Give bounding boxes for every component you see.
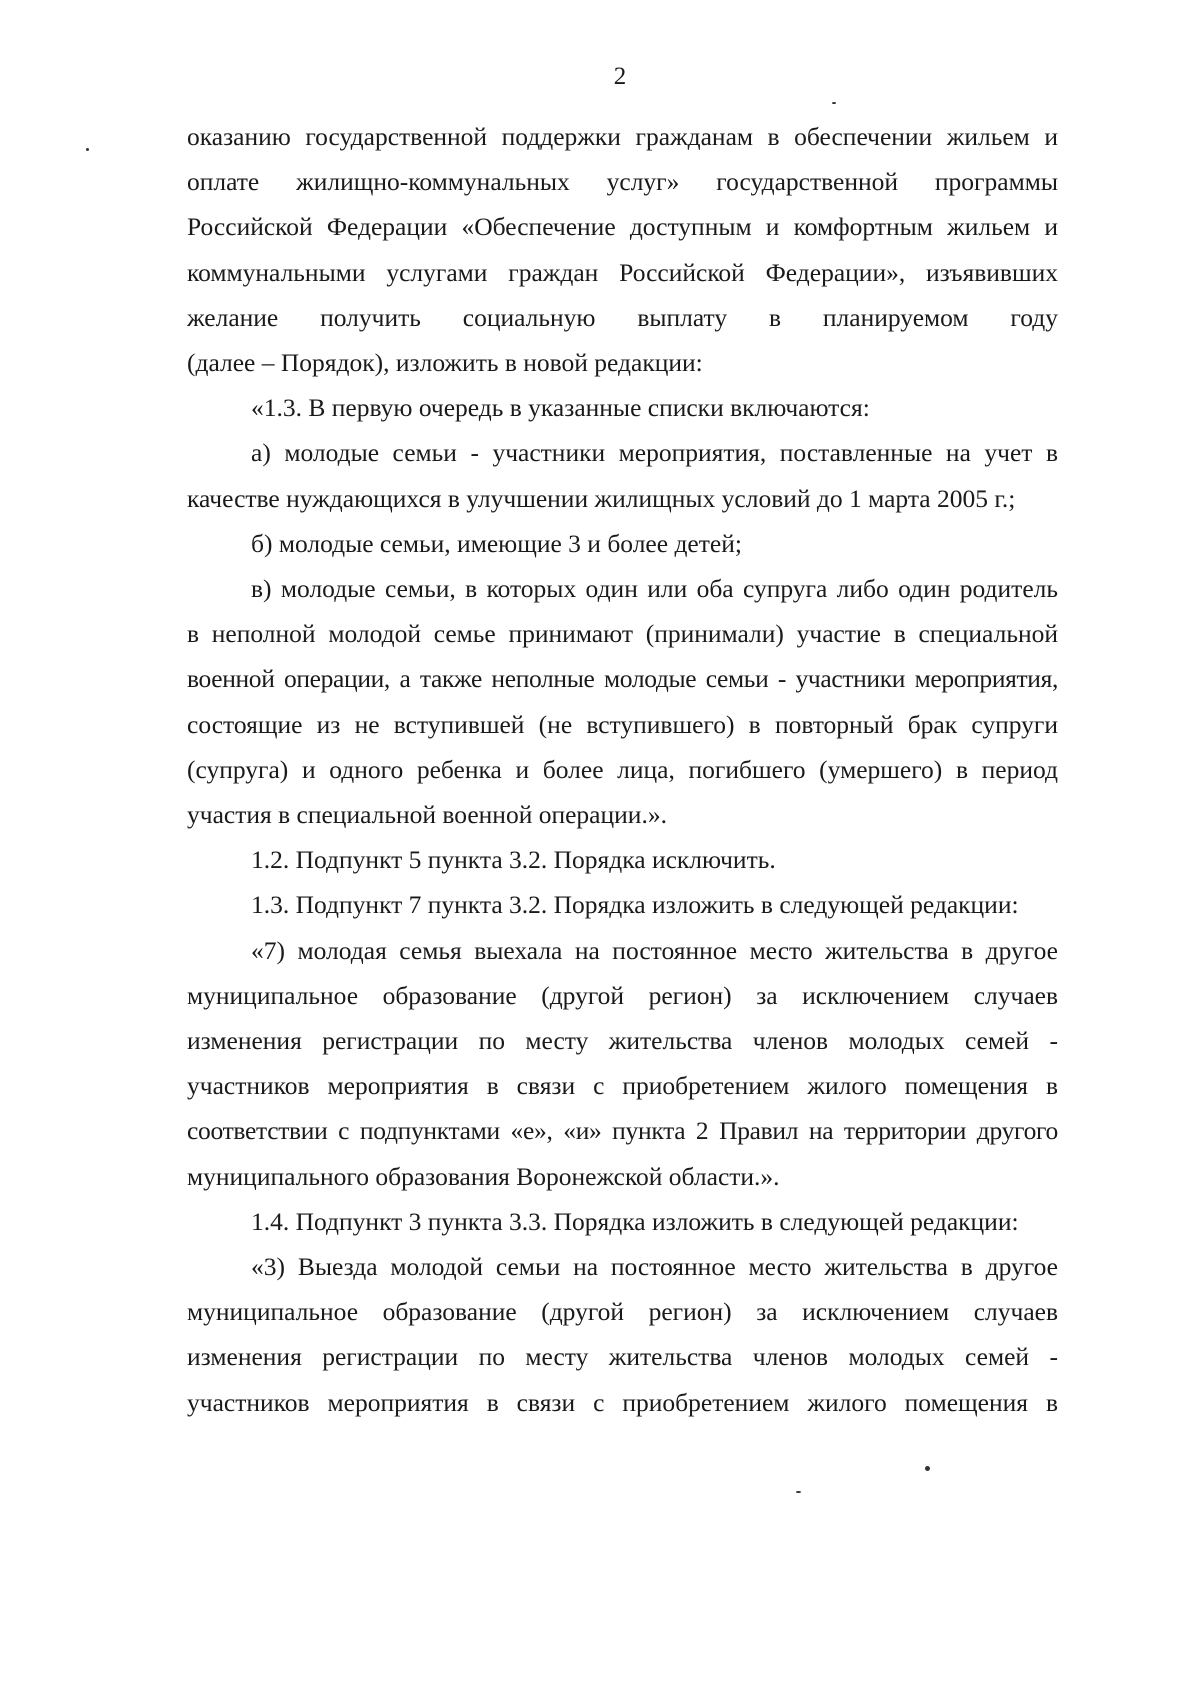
text-line: изменения регистрации по месту жительства членов молодых семей -: [187, 1342, 1058, 1372]
paragraph-1-4: [187, 1199, 1058, 1244]
text-line: участия в специальной военной операции.».: [187, 800, 667, 830]
text-line: в) молодые семьи, в которых один или оба супруга либо один родитель: [251, 574, 1058, 604]
text-line: военной операции, а также неполные молодые семьи - участники мероприятия,: [187, 664, 1058, 694]
text-line: состоящие из не вступившей (не вступившего) в повторный брак супруги: [187, 709, 1058, 739]
scan-speck: [832, 102, 836, 104]
paragraph-1-3: [187, 882, 1058, 927]
text-line: участников мероприятия в связи с приобретением жилого помещения в: [187, 1387, 1058, 1417]
paragraph-v: [187, 566, 1058, 837]
text-line: 1.3. Подпункт 7 пункта 3.2. Порядка изложить в следующей редакции:: [251, 890, 1019, 920]
text-line: муниципальное образование (другой регион) за исключением случаев: [187, 1297, 1058, 1327]
text-line: желание получить социальную выплату в планируемом году: [187, 302, 1058, 332]
scan-speck: [796, 1491, 801, 1493]
text-line: изменения регистрации по месту жительства членов молодых семей -: [187, 1026, 1058, 1056]
page-number: 2: [613, 63, 627, 90]
text-line: муниципального образования Воронежской области.».: [187, 1161, 780, 1191]
paragraph-b: [187, 521, 1058, 566]
paragraph-1-2: [187, 837, 1058, 882]
scan-speck: [925, 1466, 930, 1471]
paragraph-a: [187, 430, 1058, 520]
text-line: оплате жилищно-коммунальных услуг» государственной программы: [187, 167, 1058, 197]
paragraph-1-3-quote: [187, 385, 1058, 430]
text-line: «3) Выезда молодой семьи на постоянное место жительства в другое: [251, 1252, 1058, 1282]
paragraph-3: [187, 1244, 1058, 1425]
text-line: качестве нуждающихся в улучшении жилищных условий до 1 марта 2005 г.;: [187, 483, 1016, 513]
text-line: оказанию государственной поддержки гражданам в обеспечении жильем и: [187, 122, 1058, 151]
text-line: а) молодые семьи - участники мероприятия, поставленные на учет в: [251, 438, 1058, 468]
text-line: коммунальными услугами граждан Российской Федерации», изъявивших: [187, 257, 1058, 287]
text-line: Российской Федерации «Обеспечение доступным и комфортным жильем и: [187, 212, 1058, 242]
text-line: в неполной молодой семье принимают (принимали) участие в специальной: [187, 619, 1058, 649]
text-line: «7) молодая семья выехала на постоянное место жительства в другое: [251, 935, 1058, 965]
text-line: муниципальное образование (другой регион) за исключением случаев: [187, 980, 1058, 1010]
intro-paragraph: [187, 114, 1058, 385]
text-line: (супруга) и одного ребенка и более лица, погибшего (умершего) в период: [187, 754, 1058, 784]
text-line: (далее – Порядок), изложить в новой редакции:: [187, 348, 703, 378]
text-line: 1.2. Подпункт 5 пункта 3.2. Порядка исключить.: [251, 845, 776, 875]
text-line: б) молодые семьи, имеющие 3 и более детей;: [251, 528, 742, 558]
paragraph-7: [187, 928, 1058, 1199]
document-body: [187, 114, 1058, 1425]
scan-speck: [86, 148, 89, 151]
text-line: соответствии с подпунктами «е», «и» пункта 2 Правил на территории другого: [187, 1116, 1058, 1146]
text-line: участников мероприятия в связи с приобретением жилого помещения в: [187, 1071, 1058, 1101]
text-line: 1.4. Подпункт 3 пункта 3.3. Порядка изложить в следующей редакции:: [251, 1206, 1019, 1236]
text-line: «1.3. В первую очередь в указанные списки включаются:: [251, 393, 870, 423]
